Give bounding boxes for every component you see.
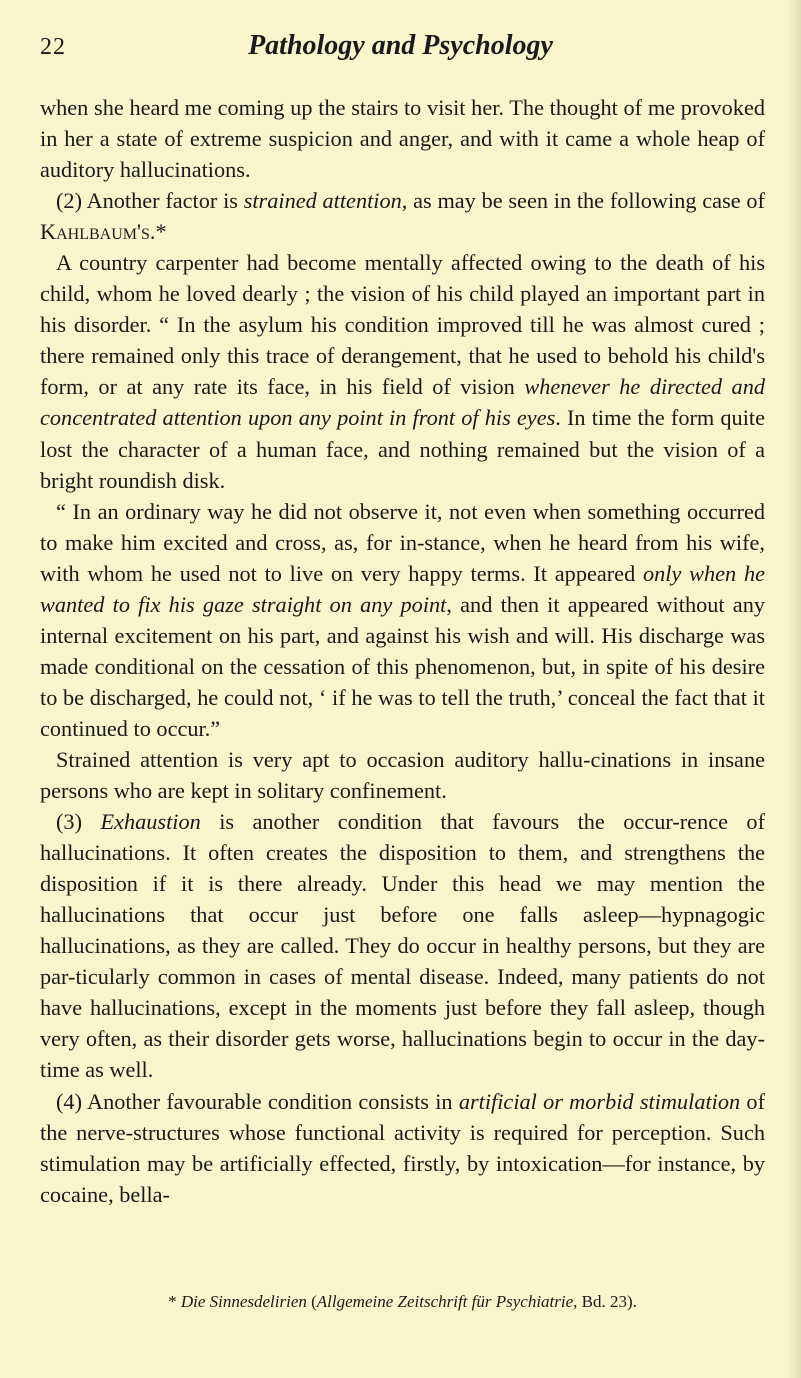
paragraph <box>40 92 765 185</box>
paragraph <box>40 744 765 806</box>
text-run: , as may be seen in the following case of <box>401 188 765 214</box>
text-run: of the nerve-structures whose functional activity is required for perception. Such stimulation may be artificially effected, firstly, by intoxication—for instance, by cocaine, bella- <box>40 1088 766 1207</box>
text-run: “ In an ordinary way he did not observe it, not even when something occurred to make him excited and cross, as, for in-stance, when he heard from his wife, with whom he used not to live on very happy terms. It appeared <box>40 498 765 586</box>
italic-text: Die Sinnesdelirien <box>180 1292 307 1311</box>
text-run: when she heard me coming up the stairs to visit her. The thought of me provoked in her a state of extreme suspicion and anger, and with it came a whole heap of auditory hallucinations. <box>40 95 765 183</box>
page-number: 22 <box>40 34 66 60</box>
text-run: , and then it appeared without any internal excitement on his part, and against his wish and will. His discharge was made conditional on the cessation of this phenomenon, but, in spite of his desire to be discharged, he could not, ‘ if he was to tell the truth,’ conceal the fact that it continued to occur.” <box>40 591 765 741</box>
text-run: . In time the form quite lost the character of a human face, and nothing remained but the vision of a bright roundish disk. <box>40 405 765 493</box>
paragraph <box>40 247 765 495</box>
paragraph <box>40 1086 765 1210</box>
text-run: ( <box>306 1292 317 1311</box>
text-run: (4) Another favourable condition consists in <box>56 1088 459 1114</box>
italic-text: Allgemeine Zeitschrift für Psychiatrie <box>316 1292 574 1311</box>
page-edge-shadow <box>787 0 801 1378</box>
page-header <box>40 30 761 70</box>
body-text <box>40 92 765 1210</box>
italic-text: Exhaustion <box>100 809 201 835</box>
text-run: is another condition that favours the occur-rence of hallucinations. It often creates the disposition to them, and strengthens the disposition if it is there already. Under this head we may mention the hallucinations that occur just before one falls asleep—hypnagogic hallucinations, as they are called. They do occur in healthy persons, but they are par-ticularly common in cases of mental disease. Indeed, many patients do not have hallucinations, except in the moments just before they fall asleep, though very often, as their disorder gets worse, hallucinations begin to occur in the day-time as well. <box>40 809 766 1083</box>
footnote <box>40 1291 765 1313</box>
text-run: Strained attention is very apt to occasion auditory hallu-cinations in insane persons who are kept in solitary confinement. <box>40 746 765 804</box>
italic-text: artificial or morbid stimulation <box>458 1088 741 1114</box>
paragraph <box>40 185 765 247</box>
paragraph <box>40 496 765 744</box>
running-title: Pathology and Psychology <box>248 30 553 61</box>
paragraph <box>40 806 765 1085</box>
text-run: .* <box>149 219 167 245</box>
text-run: (3) <box>56 809 101 835</box>
text-run: A country carpenter had become mentally affected owing to the death of his child, whom he loved dearly ; the vision of his child played an important part in his disorder. “ In the asylum his condition improved till he was almost cured ; there remained only this trace of derangement, that he used to behold his child's form, or at any rate its face, in his field of vision <box>40 250 765 400</box>
italic-text: whenever he directed and concentrated attention upon any point in front of his eyes <box>40 374 765 431</box>
italic-text: only when he wanted to fix his gaze straight on any point <box>40 560 765 617</box>
text-run: , Bd. 23). <box>573 1292 637 1311</box>
text-run: (2) Another factor is <box>56 188 244 214</box>
italic-text: strained attention <box>243 188 402 214</box>
text-run: * <box>168 1292 181 1311</box>
small-caps-text: Kahlbaum's <box>40 219 150 245</box>
